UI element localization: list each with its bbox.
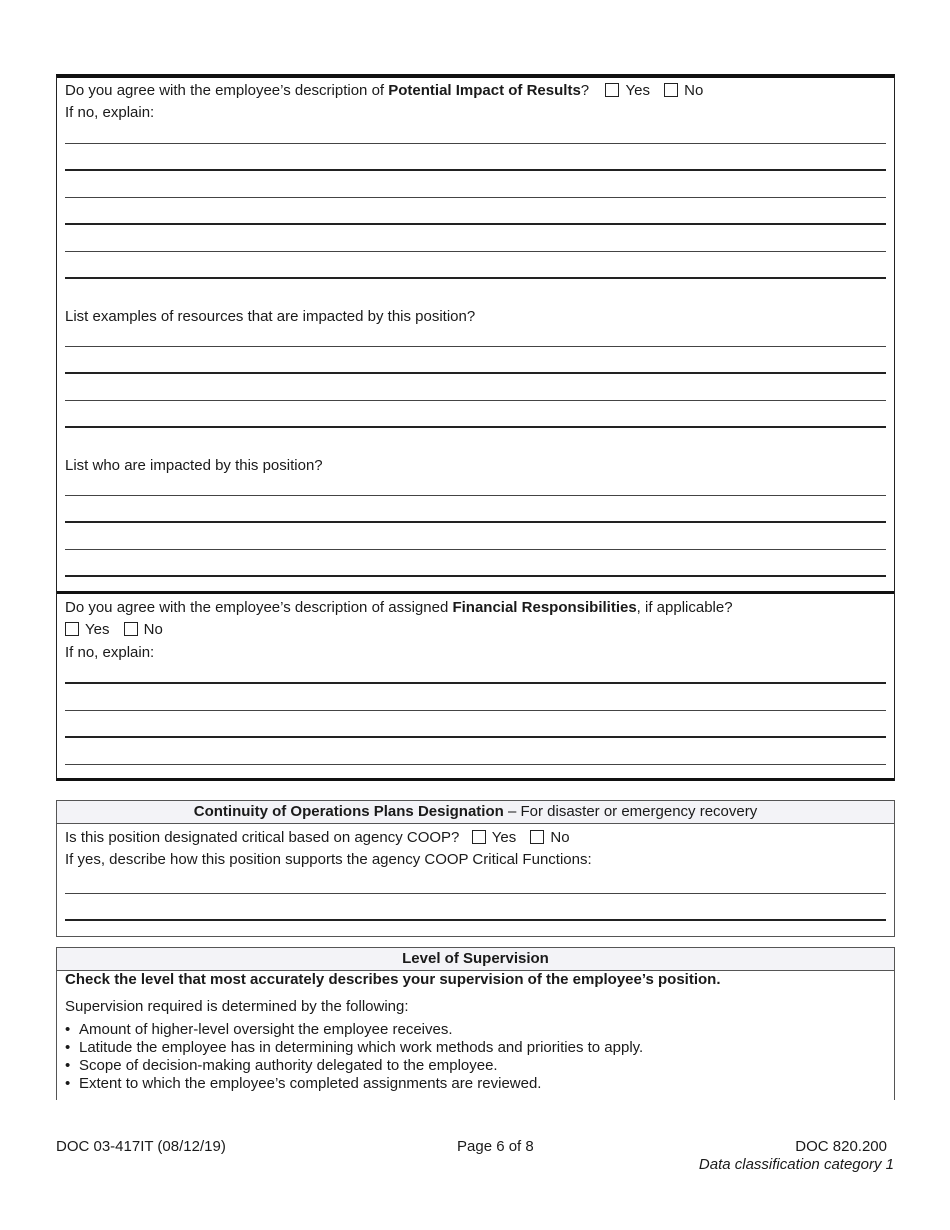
impact-question-bold: Potential Impact of Results bbox=[388, 82, 581, 99]
who-answer-line-3[interactable] bbox=[65, 549, 886, 550]
list-item-text: Latitude the employee has in determining which work methods and priorities to apply. bbox=[79, 1039, 644, 1056]
coop-header-rest: – For disaster or emergency recovery bbox=[503, 803, 758, 820]
resources-answer-line-3[interactable] bbox=[65, 400, 886, 401]
financial-answer-line-2[interactable] bbox=[65, 710, 886, 711]
financial-question bbox=[65, 599, 733, 617]
impact-yes-checkbox[interactable] bbox=[605, 83, 619, 97]
impact-answer-line-6[interactable] bbox=[65, 277, 886, 279]
footer-page-number: Page 6 of 8 bbox=[457, 1138, 534, 1155]
list-item: • Latitude the employee has in determining which work methods and priorities to apply. bbox=[65, 1039, 644, 1056]
resources-answer-line-4[interactable] bbox=[65, 426, 886, 428]
financial-answer-line-3[interactable] bbox=[65, 736, 886, 738]
supervision-instruction: Check the level that most accurately describes your supervision of the employee’s position. bbox=[65, 971, 721, 988]
coop-no-checkbox[interactable] bbox=[530, 830, 544, 844]
financial-question-text: Do you agree with the employee’s description of assigned bbox=[65, 599, 453, 616]
resources-question: List examples of resources that are impacted by this position? bbox=[65, 308, 476, 325]
impact-question bbox=[65, 82, 703, 100]
who-answer-line-1[interactable] bbox=[65, 495, 886, 496]
coop-no-label: No bbox=[550, 829, 570, 846]
financial-question-suffix: , if applicable? bbox=[636, 599, 733, 616]
impact-no-label: No bbox=[684, 82, 704, 99]
impact-answer-line-2[interactable] bbox=[65, 169, 886, 171]
coop-header bbox=[57, 801, 894, 824]
list-item: • Scope of decision-making authority delegated to the employee. bbox=[65, 1057, 498, 1074]
coop-answer-line-1[interactable] bbox=[65, 893, 886, 894]
footer-classification: Data classification category 1 bbox=[698, 1156, 894, 1173]
supervision-header: Level of Supervision bbox=[57, 948, 894, 971]
financial-no-label: No bbox=[143, 621, 163, 638]
list-item: • Extent to which the employee’s completed assignments are reviewed. bbox=[65, 1075, 542, 1092]
financial-answer-line-4[interactable] bbox=[65, 764, 886, 765]
footer-form-id: DOC 03-417IT (08/12/19) bbox=[56, 1138, 226, 1155]
financial-yes-checkbox[interactable] bbox=[65, 622, 79, 636]
list-item: • Amount of higher-level oversight the employee receives. bbox=[65, 1021, 453, 1038]
coop-question: Is this position designated critical based on agency COOP? bbox=[65, 829, 460, 846]
supervision-intro: Supervision required is determined by the following: bbox=[65, 998, 409, 1015]
supervision-criteria-list bbox=[65, 1021, 643, 1093]
financial-question-bold: Financial Responsibilities bbox=[452, 599, 637, 616]
impact-no-checkbox[interactable] bbox=[664, 83, 678, 97]
who-answer-line-2[interactable] bbox=[65, 521, 886, 523]
resources-answer-line-1[interactable] bbox=[65, 346, 886, 347]
financial-no-checkbox[interactable] bbox=[124, 622, 138, 636]
financial-yes-label: Yes bbox=[85, 621, 110, 638]
coop-yes-label: Yes bbox=[491, 829, 517, 846]
financial-answer-line-1[interactable] bbox=[65, 682, 886, 684]
coop-answer-line-2[interactable] bbox=[65, 919, 886, 921]
coop-question-row bbox=[65, 829, 570, 847]
list-item-text: Scope of decision-making authority delegated to the employee. bbox=[79, 1057, 498, 1074]
coop-yes-checkbox[interactable] bbox=[472, 830, 486, 844]
financial-explain-label: If no, explain: bbox=[65, 644, 155, 661]
impact-answer-line-3[interactable] bbox=[65, 197, 886, 198]
footer-doc-number: DOC 820.200 bbox=[795, 1138, 887, 1155]
impact-answer-line-1[interactable] bbox=[65, 143, 886, 144]
financial-section bbox=[56, 592, 895, 781]
resources-answer-line-2[interactable] bbox=[65, 372, 886, 374]
impact-question-text: Do you agree with the employee’s description of bbox=[65, 82, 389, 99]
who-question: List who are impacted by this position? bbox=[65, 457, 323, 474]
impact-yes-label: Yes bbox=[625, 82, 650, 99]
financial-options bbox=[65, 621, 163, 639]
impact-answer-line-5[interactable] bbox=[65, 251, 886, 252]
who-answer-line-4[interactable] bbox=[65, 575, 886, 577]
impact-explain-label: If no, explain: bbox=[65, 104, 155, 121]
coop-describe-label: If yes, describe how this position supports the agency COOP Critical Functions: bbox=[65, 851, 592, 868]
impact-section bbox=[56, 74, 895, 594]
impact-answer-line-4[interactable] bbox=[65, 223, 886, 225]
list-item-text: Extent to which the employee’s completed assignments are reviewed. bbox=[79, 1075, 542, 1092]
list-item-text: Amount of higher-level oversight the employee receives. bbox=[79, 1021, 453, 1038]
impact-question-suffix: ? bbox=[580, 82, 590, 99]
coop-header-bold: Continuity of Operations Plans Designation bbox=[193, 803, 504, 820]
